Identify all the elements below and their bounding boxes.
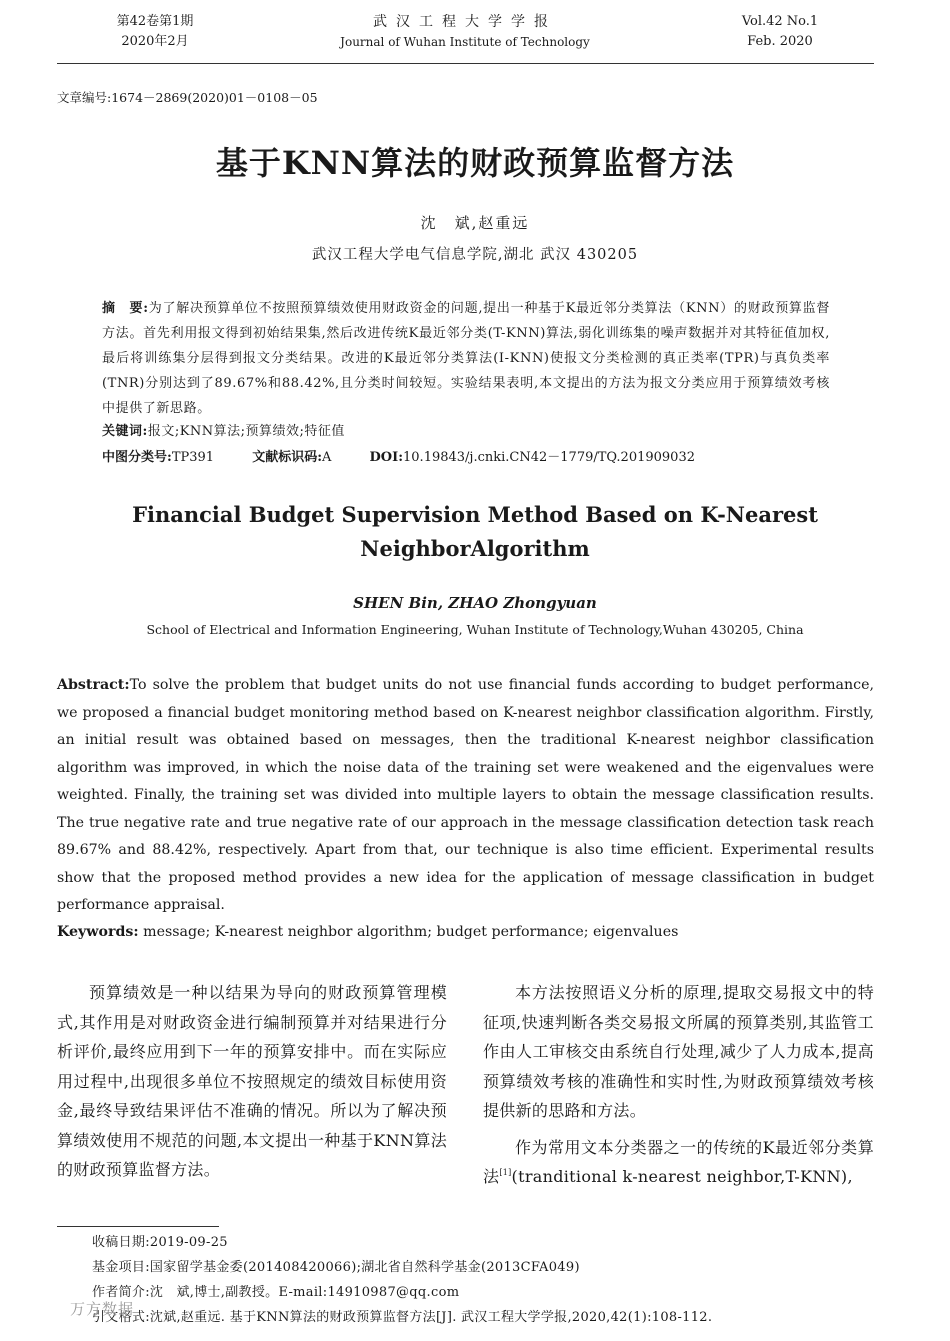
affiliation-cn: 武汉工程大学电气信息学院,湖北 武汉 430205 <box>311 247 639 263</box>
clc-label: 中图分类号: <box>102 450 172 465</box>
authors-en: SHEN Bin, ZHAO Zhongyuan <box>353 594 597 612</box>
title-cn: 基于KNN算法的财政预算监督方法 <box>215 144 735 182</box>
header-volume-en: Vol.42 No.1 <box>741 14 819 29</box>
header-rule <box>57 63 874 64</box>
abstract-en <box>57 672 874 920</box>
keywords-cn-label: 关键词: <box>102 424 148 439</box>
journal-name-cn: 武汉工程大学学报 <box>373 14 557 30</box>
header-journal <box>320 12 610 52</box>
abstract-en-label: Abstract: <box>57 677 130 693</box>
body-right-column <box>483 978 874 1192</box>
keywords-cn-text: 报文;KNN算法;预算绩效;特征值 <box>147 424 345 439</box>
abstract-cn <box>102 296 830 421</box>
keywords-cn <box>102 421 345 443</box>
body-paragraph: 预算绩效是一种以结果为导向的财政预算管理模式,其作用是对财政资金进行编制预算并对结果进行分析评价,最终应用到下一年的预算安排中。而在实际应用过程中,出现很多单位不按照规定的绩效目标使用资金,最终导致结果评估不准确的情况。所以为了解决预算绩效使用不规范的问题,本文提出一种基于KNN算法的财政预算监督方法。 <box>57 983 447 1179</box>
body-paragraph: 本方法按照语义分析的原理,提取交易报文中的特征项,快速判断各类交易报文所属的预算类别,其监管工作由人工审核交由系统自行处理,减少了人力成本,提高预算绩效考核的准确性和实时性,为财政预算绩效考核提供新的思路和方法。 <box>483 983 874 1120</box>
keywords-en-text: message; K-nearest neighbor algorithm; budget performance; eigenvalues <box>143 924 679 940</box>
watermark: 万方数据 <box>70 1300 135 1318</box>
classification-line <box>102 447 729 469</box>
keywords-en-label: Keywords: <box>57 924 139 940</box>
header-date-en: Feb. 2020 <box>747 34 813 49</box>
keywords-en <box>57 920 874 944</box>
header-issue-en <box>720 12 840 52</box>
footnote-rule <box>57 1226 219 1227</box>
doi-label: DOI: <box>369 450 404 465</box>
clc-field <box>102 450 214 465</box>
footnote-funding: 基金项目:国家留学基金委(201408420066);湖北省自然科学基金(2013CFA049) <box>92 1260 580 1275</box>
body-paragraph <box>483 1133 874 1192</box>
body-text: 作为常用文本分类器之一的传统的K最近邻分类算法 <box>483 1137 874 1186</box>
abstract-cn-text: 为了解决预算单位不按照预算绩效使用财政资金的问题,提出一种基于K最近邻分类算法（KNN）的财政预算监督方法。首先利用报文得到初始结果集,然后改进传统K最近邻分类(T-KNN)算法,弱化训练集的噪声数据并对其特征值加权,最后将训练集分层得到报文分类结果。改进的K最近邻分类算法(I-KNN)使报文分类检测的真正类率(TPR)与真负类率(TNR)分别达到了89.67%和88.42%,且分类时间较短。实验结果表明,本文提出的方法为报文分类应用于预算绩效考核中提供了新思路。 <box>102 301 830 416</box>
doi-value[interactable]: 10.19843/j.cnki.CN42－1779/TQ.201909032 <box>403 450 695 465</box>
doc-code-label: 文献标识码: <box>252 450 322 465</box>
body-left-column <box>57 978 447 1185</box>
body-text: (tranditional k-nearest neighbor,T-KNN), <box>511 1167 853 1186</box>
article-number: 文章编号:1674－2869(2020)01－0108－05 <box>57 90 318 105</box>
journal-name-en: Journal of Wuhan Institute of Technology <box>340 35 590 49</box>
abstract-cn-label: 摘 要: <box>102 301 149 316</box>
doc-code-field <box>252 450 331 465</box>
footnote-author-bio: 作者简介:沈 斌,博士,副教授。E-mail:14910987@qq.com <box>92 1285 460 1300</box>
header-date-cn: 2020年2月 <box>121 34 189 49</box>
doi-field <box>370 450 695 465</box>
citation-ref[interactable]: [1] <box>499 1168 512 1177</box>
authors-cn: 沈 斌,赵重远 <box>420 214 530 232</box>
title-en: Financial Budget Supervision Method Based on K-Nearest NeighborAlgorithm <box>132 502 818 561</box>
footnote-received: 收稿日期:2019-09-25 <box>92 1235 228 1250</box>
footnote-citation: 引文格式:沈斌,赵重远. 基于KNN算法的财政预算监督方法[J]. 武汉工程大学学报,2020,42(1):108-112. <box>92 1310 713 1325</box>
abstract-en-text: To solve the problem that budget units do not use financial funds according to budget performance, we proposed a financial budget monitoring method based on K-nearest neighbor classification algorithm. Firstly, an initial result was obtained based on messages, then the traditional K-nearest neighbor classification algorithm was improved, in which the noise data of the training set were weakened and the eigenvalues were weighted. Finally, the training set was divided into multiple layers to obtain the message classification results. The true negative rate and true negative rate of our approach in the message classification detection task reach 89.67% and 88.42%, respectively. Apart from that, our technique is also time efficient. Experimental results show that the proposed method provides a new idea for the application of message classification in budget performance appraisal. <box>57 677 874 913</box>
header-issue-cn <box>95 12 215 52</box>
doc-code-value: A <box>322 450 332 465</box>
affiliation-en: School of Electrical and Information Engineering, Wuhan Institute of Technology,Wuhan 430205, China <box>146 622 804 637</box>
clc-value: TP391 <box>171 450 215 465</box>
header-volume-cn: 第42卷第1期 <box>116 14 194 29</box>
